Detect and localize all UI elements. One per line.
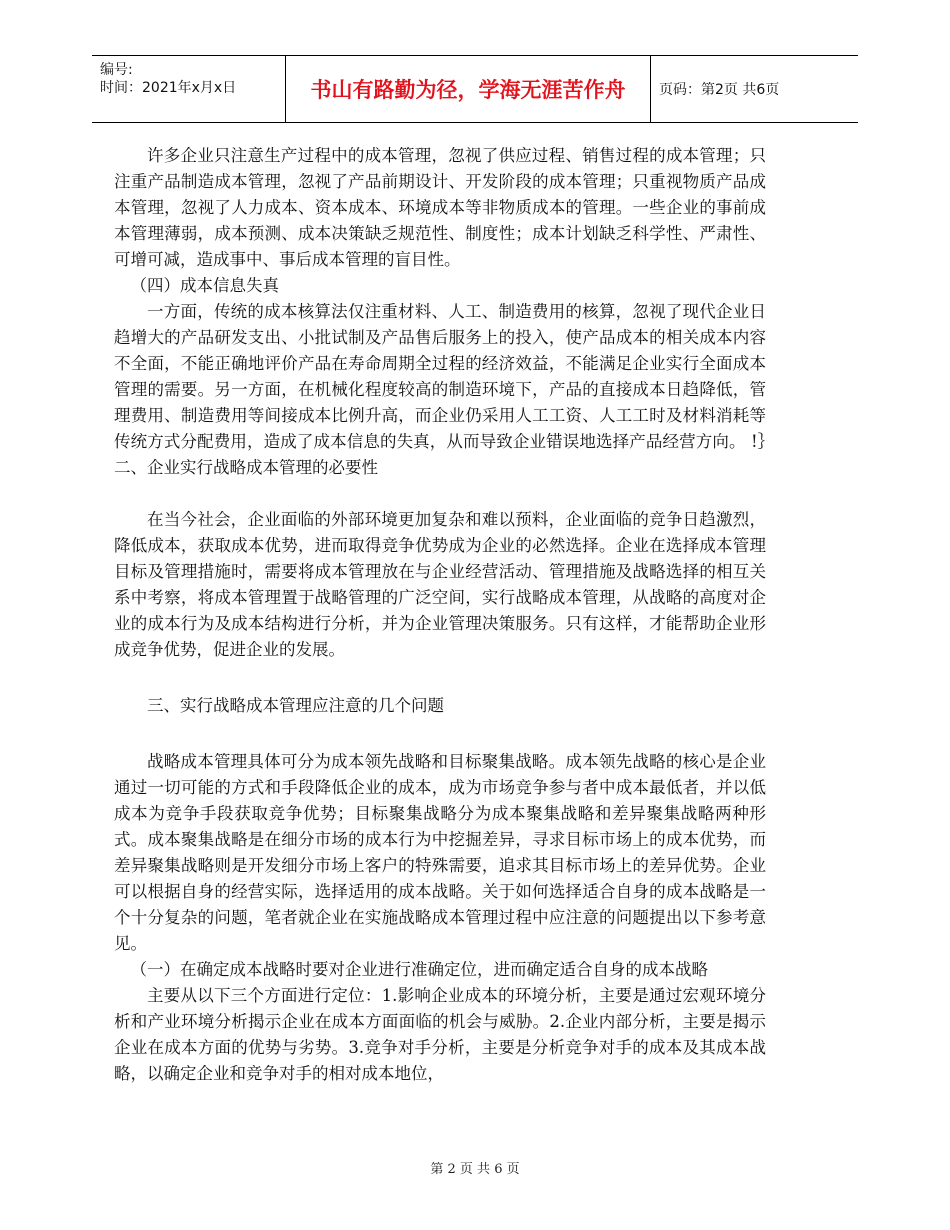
paragraph: 一方面，传统的成本核算法仅注重材料、人工、制造费用的核算，忽视了现代企业日趋增大的产品研发支出、小批试制及产品售后服务上的投入，使产品成本的相关成本内容不全面，不能正确地评价产品在寿命周期全过程的经济效益，不能满足企业实行全面成本管理的需要。另一方面，在机械化程度较高的制造环境下，产品的直接成本日趋降低，管理费用、制造费用等间接成本比例升高，而企业仍采用人工工资、人工工时及材料消耗等传统方式分配费用，造成了成本信息的失真，从而导致企业错误地选择产品经营方向。 !｝二、企业实行战略成本管理的必要性 bbox=[114, 302, 766, 477]
paragraph: 主要从以下三个方面进行定位：1.影响企业成本的环境分析，主要是通过宏观环境分析和产业环境分析揭示企业在成本方面面临的机会与威胁。2.企业内部分析，主要是揭示企业在成本方面的优势与劣势。3.竞争对手分析，主要是分析竞争对手的成本及其成本战略，以确定企业和竞争对手的相对成本地位， bbox=[114, 986, 766, 1083]
number-label: 编号: bbox=[100, 62, 133, 78]
page-footer: 第 2 页 共 6 页 bbox=[430, 1162, 520, 1177]
header-motto: 书山有路勤为径，学海无涯苦作舟 bbox=[285, 56, 651, 122]
section-heading: 三、实行战略成本管理应注意的几个问题 bbox=[147, 696, 444, 715]
paragraph: 许多企业只注意生产过程中的成本管理，忽视了供应过程、销售过程的成本管理；只注重产品制造成本管理，忽视了产品前期设计、开发阶段的成本管理；只重视物质产品成本管理，忽视了人力成本、资本成本、环境成本等非物质成本的管理。一些企业的事前成本管理薄弱，成本预测、成本决策缺乏规范性、制度性；成本计划缺乏科学性、严肃性、可增可减，造成事中、事后成本管理的盲目性。 bbox=[114, 146, 766, 269]
header-meta bbox=[100, 61, 236, 97]
page-header bbox=[92, 55, 858, 123]
paragraph: 在当今社会，企业面临的外部环境更加复杂和难以预料，企业面临的竞争日趋激烈，降低成本，获取成本优势，进而取得竞争优势成为企业的必然选择。企业在选择成本管理目标及管理措施时，需要将成本管理放在与企业经营活动、管理措施及战略选择的相互关系中考察，将成本管理置于战略管理的广泛空间，实行战略成本管理，从战略的高度对企业的成本行为及成本结构进行分析，并为企业管理决策服务。只有这样，才能帮助企业形成竞争优势，促进企业的发展。 bbox=[114, 510, 766, 659]
header-page-info: 页码：第2页 共6页 bbox=[659, 82, 780, 98]
paragraph: 战略成本管理具体可分为成本领先战略和目标聚集战略。成本领先战略的核心是企业通过一切可能的方式和手段降低企业的成本，成为市场竞争参与者中成本最低者，并以低成本为竞争手段获取竞争优势；目标聚集战略分为成本聚集战略和差异聚集战略两种形式。成本聚集战略是在细分市场的成本行为中挖掘差异，寻求目标市场上的成本优势，而差异聚集战略则是开发细分市场上客户的特殊需要，追求其目标市场上的差异优势。企业可以根据自身的经营实际，选择适用的成本战略。关于如何选择适合自身的成本战略是一个十分复杂的问题，笔者就企业在实施战略成本管理过程中应注意的问题提出以下参考意见。 bbox=[114, 752, 766, 953]
time-label: 时间：2021年x月x日 bbox=[100, 80, 237, 96]
section-heading: （四）成本信息失真 bbox=[130, 276, 279, 295]
subsection-heading: （一）在确定成本战略时要对企业进行准确定位，进而确定适合自身的成本战略 bbox=[130, 960, 708, 979]
document-body bbox=[114, 143, 766, 1087]
